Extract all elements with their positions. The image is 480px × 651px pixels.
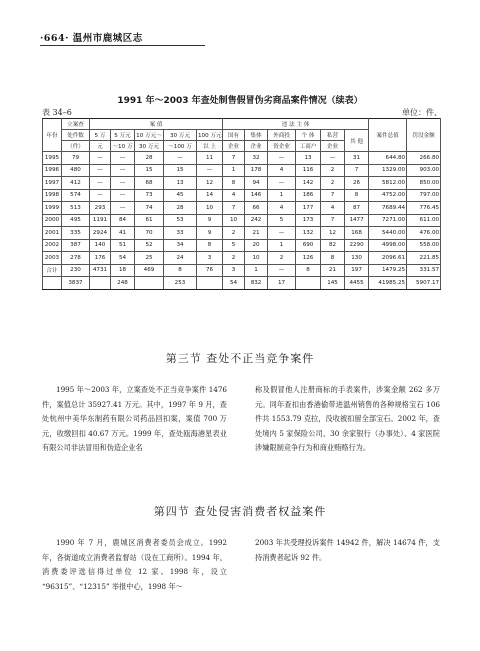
table-cell: 94 [245,177,268,190]
row-year-cell: 2001 [43,227,62,240]
table-cell: — [111,202,135,215]
table-label: 表 34–6 [42,108,72,117]
col-subject-header: 违 法 主 体 [223,119,369,130]
table-cell: 146 [245,189,268,202]
col-total-value-header: 案件总值 [369,119,407,152]
section4-right-text: 2003 年共受理投诉案件 14942 件，解决 14674 件，支持消费者起诉 92 件。 [255,538,440,562]
table-cell: 15 [135,164,164,177]
table-cell: 53 [164,214,197,227]
row-year-cell: 1997 [43,177,62,190]
table-cell: 335 [62,227,90,240]
table-row [43,189,441,202]
table-cell: 34 [164,239,197,252]
table-cell: 87 [345,202,369,215]
table-cell: 3 [197,252,223,265]
col-s1-header: 国有 [223,130,245,141]
table-row [43,177,441,190]
table-cell: 495 [62,214,90,227]
table-cell: 3837 [62,277,90,290]
table-cell: 21 [245,227,268,240]
table-cell: 1 [268,189,296,202]
table-cell: 574 [62,189,90,202]
table-cell: 644.80 [369,152,407,165]
table-cell: 4 [321,202,345,215]
table-row [43,152,441,165]
table-cell: 2 [321,177,345,190]
row-year-cell: 2003 [43,252,62,265]
table-cell: 832 [245,277,268,290]
row-year-cell: 1998 [43,189,62,202]
col-s6-header: 其 他 [345,130,369,152]
table-cell: 24 [164,252,197,265]
table-cell: 145 [321,277,345,290]
table-cell: 4752.00 [369,189,407,202]
running-head: ·664· 温州市鹿城区志 [40,33,143,44]
table-cell: 253 [164,277,197,290]
table-cell: — [321,152,345,165]
section3-left-column [42,383,227,456]
table-cell: 230 [62,264,90,277]
table-cell: 4998.00 [369,239,407,252]
table-cell: 1479.25 [369,264,407,277]
table-cell: 12 [197,177,223,190]
table-cell: 10 [223,214,245,227]
col-filed-header-b: 处件数 [62,130,90,141]
table-cell: 1 [223,164,245,177]
table-cell: 2 [223,252,245,265]
table-cell: 15 [164,164,197,177]
table-cell: 7 [321,214,345,227]
table-cell: 611.00 [407,214,441,227]
table-cell: — [90,177,111,190]
table-cell: 74 [135,202,164,215]
row-year-cell: 2000 [43,214,62,227]
header-rule [40,45,205,46]
table-cell: 690 [296,239,321,252]
col-fine-header: 罚没金额 [407,119,441,152]
table-cell [135,277,164,290]
col-v2-header: 5 万元 [111,130,135,141]
section3-right-text: 称及假冒他人注册商标的手表案件，涉案金额 262 多万元。同年查扣由香港偷带进温州销售的各种规格宝石 106 件共 1553.79 克拉，没收被扣留全部宝石。2002 年，查处境内 5 家保险公司、30 余家银行（办事处）、4 家医院涉嫌限制竞争行为和商业贿赂行为。 [255,385,440,453]
table-cell: 476.00 [407,227,441,240]
table-cell: 7 [321,189,345,202]
table-cell: 2924 [90,227,111,240]
table-cell: 558.00 [407,239,441,252]
section4-right-column [255,536,440,565]
table-cell: 11 [197,152,223,165]
table-cell: 1 [268,239,296,252]
col-s2-header-b: 企业 [245,141,268,152]
col-v3-header-b: 30 万元 [135,141,164,152]
section3-title: 第三节 查处不正当竞争案件 [165,352,315,365]
table-cell: 186 [296,189,321,202]
table-cell: — [268,264,296,277]
table-cell: 4731 [90,264,111,277]
col-s1-header-b: 企业 [223,141,245,152]
table-cell: 293 [90,202,111,215]
table-cell: — [111,164,135,177]
table-cell: — [90,164,111,177]
col-v5-header: 100 万元 [197,130,223,141]
table-cell [90,277,111,290]
table-cell: 2 [223,227,245,240]
col-s2-header: 集体 [245,130,268,141]
table-cell: 32 [245,152,268,165]
section3-right-column [255,383,440,456]
table-cell: 513 [62,202,90,215]
col-v1-header: 5 万 [90,130,111,141]
section4-title: 第四节 查处侵害消费者权益案件 [153,505,327,518]
table-cell: 31 [345,152,369,165]
table-row [43,227,441,240]
table-cell: 412 [62,177,90,190]
table-cell: 73 [135,189,164,202]
table-cell: 331.57 [407,264,441,277]
table-cell [296,277,321,290]
table-cell: 176 [90,252,111,265]
table-cell: 7 [223,202,245,215]
table-cell: 850.00 [407,177,441,190]
row-year-cell: 1995 [43,152,62,165]
table-cell: 10 [197,202,223,215]
table-cell: 21 [321,264,345,277]
table-cell: 61 [135,214,164,227]
table-cell: — [268,152,296,165]
table-cell: 1477 [345,214,369,227]
table-cell: 126 [296,252,321,265]
table-cell: — [268,227,296,240]
table-cell: 5812.00 [369,177,407,190]
table-cell: 82 [321,239,345,252]
table-cell: 2290 [345,239,369,252]
section4-left-column [42,536,227,594]
table-cell: 66 [245,202,268,215]
table-cell: 387 [62,239,90,252]
table-cell: 168 [345,227,369,240]
table-cell: 52 [135,239,164,252]
table-cell: — [111,152,135,165]
table-cell: 12 [321,227,345,240]
table-cell: 7271.00 [369,214,407,227]
table-cell: 8 [223,177,245,190]
col-v5-header-b: 以 上 [197,141,223,152]
col-v4-header-b: ～100 万 [164,141,197,152]
table-cell: 221.85 [407,252,441,265]
table-cell: 142 [296,177,321,190]
table-cell: 242 [245,214,268,227]
table-cell: 903.00 [407,164,441,177]
table-cell: — [197,164,223,177]
table-cell: 3 [223,264,245,277]
col-v3-header: 10 万元～ [135,130,164,141]
table-cell: 797.00 [407,189,441,202]
table-row [43,277,441,290]
table-cell: 197 [345,264,369,277]
cases-table [42,118,441,290]
table-cell: 5440.00 [369,227,407,240]
table-cell: 480 [62,164,90,177]
table-cell: 84 [111,214,135,227]
table-cell: 178 [245,164,268,177]
table-cell: 248 [111,277,135,290]
table-cell: 41985.25 [369,277,407,290]
table-cell: 17 [268,277,296,290]
row-year-cell: 2002 [43,239,62,252]
table-cell: — [90,152,111,165]
row-year-cell: 1999 [43,202,62,215]
row-year-cell [43,277,62,290]
section4-left-text: 1990 年 7 月，鹿城区消费者委员会成立。1992 年，各街道成立消费者监督站（设在工商所）。1994 年，消费委评选信得过单位 12 家。1998 年，设立 “96315”、“12315” 举报中心，1998 年～ [42,538,227,591]
table-cell: — [111,189,135,202]
col-filed-header-c: （件） [62,141,90,152]
table-cell: 8 [321,252,345,265]
table-cell: 1191 [90,214,111,227]
table-cell: 132 [296,227,321,240]
col-s4-header-b: 工商户 [296,141,321,152]
section3-left-text: 1995 年～2003 年，立案查处不正当竞争案件 1476 件，案值总计 35927.41 万元。其中，1997 年 9 月，查处杭州中美华东制药有限公司药品回扣案，案值 700 万元，收缴回扣 40.67 万元。1999 年，查处瓯海港星表业有限公司非法冒用和伪造企业名 [42,385,227,453]
table-cell: 4455 [345,277,369,290]
table-cell: 266.80 [407,152,441,165]
table-cell: 2 [268,252,296,265]
col-case-value-header: 案 值 [90,119,223,130]
table-cell: 8 [345,189,369,202]
table-cell: 7 [345,164,369,177]
col-s3-header: 外商投 [268,130,296,141]
col-s4-header: 个 体 [296,130,321,141]
table-cell: 13 [164,177,197,190]
table-cell: 51 [111,239,135,252]
table-cell: 278 [62,252,90,265]
table-cell: 41 [111,227,135,240]
col-filed-header-a: 立案查 [62,119,90,130]
table-cell: 8 [197,239,223,252]
table-cell: 469 [135,264,164,277]
row-year-cell: 合计 [43,264,62,277]
table-caption: 1991 年～2003 年查处制售假冒伪劣商品案件情况（续表） [117,96,363,106]
table-row [43,164,441,177]
col-v1-header-b: 元 [90,141,111,152]
table-cell: 8 [296,264,321,277]
table-row [43,239,441,252]
table-cell: — [164,152,197,165]
table-cell: 26 [345,177,369,190]
table-cell: 33 [164,227,197,240]
table-row [43,202,441,215]
table-cell: 8 [164,264,197,277]
table-cell: 18 [111,264,135,277]
table-cell: 7689.44 [369,202,407,215]
table-cell: 140 [90,239,111,252]
table-cell: — [90,189,111,202]
table-cell: — [268,177,296,190]
table-cell: — [111,177,135,190]
table-cell: 10 [245,252,268,265]
table-cell: 4 [268,202,296,215]
col-v2-header-b: ～10 万 [111,141,135,152]
table-unit: 单位：件、 [402,108,442,117]
table-cell: 14 [197,189,223,202]
table-cell [197,277,223,290]
table-cell: 5 [223,239,245,252]
table-cell: 2 [321,164,345,177]
col-year-header: 年份 [43,119,62,152]
table-row [43,252,441,265]
table-cell: 76 [197,264,223,277]
table-row [43,214,441,227]
table-row [43,264,441,277]
table-cell: 70 [135,227,164,240]
table-cell: 13 [296,152,321,165]
table-cell: 4 [268,164,296,177]
table-cell: 776.45 [407,202,441,215]
col-s5-header: 私营 [321,130,345,141]
table-cell: 54 [223,277,245,290]
table-cell: 9 [197,214,223,227]
table-cell: 4 [223,189,245,202]
table-cell: 1329.00 [369,164,407,177]
row-year-cell: 1996 [43,164,62,177]
table-cell: 45 [164,189,197,202]
table-cell: 79 [62,152,90,165]
table-cell: 7 [223,152,245,165]
table-cell: 20 [245,239,268,252]
table-cell: 1 [245,264,268,277]
table-cell: 116 [296,164,321,177]
table-cell: 173 [296,214,321,227]
table-cell: 2096.61 [369,252,407,265]
table-cell: 5 [268,214,296,227]
col-s5-header-b: 企业 [321,141,345,152]
col-s3-header-b: 资企业 [268,141,296,152]
table-cell: 5907.17 [407,277,441,290]
table-cell: 177 [296,202,321,215]
col-v4-header: 30 万元 [164,130,197,141]
table-cell: 54 [111,252,135,265]
table-cell: 28 [135,152,164,165]
table-cell: 28 [164,202,197,215]
table-cell: 68 [135,177,164,190]
table-cell: 25 [135,252,164,265]
table-cell: 130 [345,252,369,265]
table-cell: 9 [197,227,223,240]
